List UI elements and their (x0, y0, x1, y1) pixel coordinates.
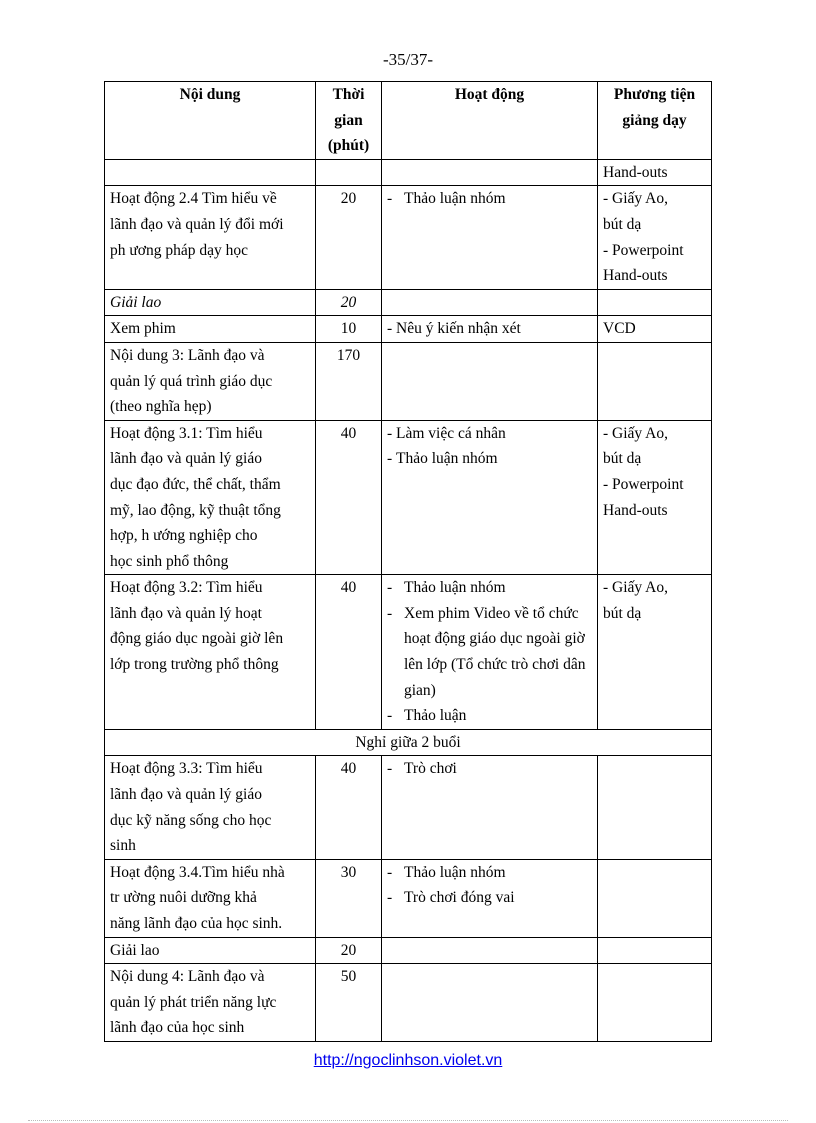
activity-cell (382, 316, 598, 343)
header-media: Phương tiện giảng dạy (598, 82, 712, 160)
media-line: - Giấy Ao, (603, 190, 669, 208)
activity-text: Thảo luận nhóm (404, 190, 506, 208)
time-cell: 40 (316, 756, 382, 859)
content-cell (105, 420, 316, 575)
media-line: bút dạ (603, 215, 642, 233)
content-cell (105, 186, 316, 289)
content-cell (105, 159, 316, 186)
time-cell: 170 (316, 342, 382, 420)
media-line: - Giấy Ao, (603, 579, 669, 597)
dash-bullet: - (387, 450, 393, 468)
table-row (105, 964, 712, 1042)
media-line: VCD (603, 320, 636, 338)
dash-bullet: - (387, 320, 393, 338)
content-line: Nội dung 4: Lãnh đạo và (110, 968, 265, 986)
content-line: năng lãnh đạo của học sinh. (110, 915, 283, 932)
table-row (105, 756, 712, 859)
page-bottom-divider (28, 1120, 788, 1121)
activity-text: Thảo luận (404, 707, 467, 725)
time-cell: 20 (316, 289, 382, 316)
activity-item (387, 703, 592, 729)
content-line: mỹ, lao động, kỹ thuật tổng (110, 501, 281, 519)
media-line: bút dạ (603, 450, 642, 468)
table-row (105, 342, 712, 420)
lesson-plan-table (104, 81, 712, 1042)
activity-text: Thảo luận nhóm (404, 863, 506, 881)
activity-item (387, 186, 592, 212)
media-cell (598, 756, 712, 859)
footer-link[interactable]: http://ngoclinhson.violet.vn (313, 1052, 503, 1069)
table-row (105, 859, 712, 937)
content-line: Hoạt động 3.3: Tìm hiểu (110, 760, 263, 778)
content-line: ph ương pháp dạy học (110, 241, 248, 259)
media-cell (598, 859, 712, 937)
activity-text: Xem phim Video về tổ chức hoạt động giáo dục ngoài giờ lên lớp (Tổ chức trò chơi dân gian) (404, 604, 586, 699)
activity-item (387, 421, 592, 447)
activity-item (387, 860, 592, 886)
time-cell: 40 (316, 420, 382, 575)
content-line: tr ường nuôi dưỡng khả (110, 889, 257, 907)
media-cell (598, 964, 712, 1042)
content-cell (105, 289, 316, 316)
dash-bullet: - (387, 863, 393, 881)
dash-bullet: - (387, 889, 393, 907)
content-line: Hoạt động 2.4 Tìm hiểu về (110, 190, 277, 208)
time-cell: 20 (316, 937, 382, 964)
activity-cell (382, 289, 598, 316)
time-cell: 50 (316, 964, 382, 1042)
activity-cell (382, 756, 598, 859)
media-line: Hand-outs (603, 163, 668, 181)
activity-item (387, 601, 592, 703)
activity-cell (382, 186, 598, 289)
content-line: Hoạt động 3.1: Tìm hiểu (110, 424, 263, 442)
content-line: lãnh đạo và quản lý hoạt (110, 604, 262, 622)
media-line: - Giấy Ao, (603, 424, 669, 442)
content-cell (105, 756, 316, 859)
content-line: Giải lao (110, 941, 160, 959)
activity-cell (382, 342, 598, 420)
activity-cell (382, 575, 598, 730)
time-cell (316, 159, 382, 186)
media-cell (598, 289, 712, 316)
media-cell (598, 937, 712, 964)
header-time: Thời gian (phút) (316, 82, 382, 160)
time-cell: 30 (316, 859, 382, 937)
activity-cell (382, 937, 598, 964)
activity-text: Làm việc cá nhân (396, 424, 506, 442)
activity-item (387, 446, 592, 472)
content-line: Nội dung 3: Lãnh đạo và (110, 346, 265, 364)
content-line: quản lý quá trình giáo dục (110, 372, 273, 390)
activity-text: Trò chơi (404, 760, 457, 778)
header-content: Nội dung (105, 82, 316, 160)
table-row (105, 289, 712, 316)
activity-item (387, 575, 592, 601)
table-row (105, 186, 712, 289)
media-cell (598, 316, 712, 343)
content-line: Hoạt động 3.4.Tìm hiểu nhà (110, 863, 285, 881)
content-line: Xem phim (110, 320, 176, 338)
content-line: lãnh đạo và quản lý giáo (110, 786, 262, 804)
media-cell (598, 186, 712, 289)
footer (0, 1052, 816, 1070)
table-row (105, 159, 712, 186)
table-row (105, 575, 712, 730)
media-cell (598, 342, 712, 420)
activity-item (387, 316, 592, 342)
time-cell: 10 (316, 316, 382, 343)
dash-bullet: - (387, 760, 393, 778)
media-cell (598, 575, 712, 730)
content-line: dục đạo đức, thể chất, thẩm (110, 475, 281, 493)
activity-cell (382, 420, 598, 575)
content-line: dục kỹ năng sống cho học (110, 811, 272, 829)
activity-text: Trò chơi đóng vai (404, 889, 515, 907)
content-line: quản lý phát triển năng lực (110, 993, 277, 1011)
media-line: - Powerpoint (603, 241, 684, 259)
media-line: - Powerpoint (603, 475, 684, 493)
dash-bullet: - (387, 707, 393, 725)
dash-bullet: - (387, 190, 393, 208)
activity-cell (382, 964, 598, 1042)
content-cell (105, 964, 316, 1042)
activity-cell (382, 859, 598, 937)
activity-item (387, 885, 592, 911)
dash-bullet: - (387, 579, 393, 597)
time-cell: 20 (316, 186, 382, 289)
table-header-row (105, 82, 712, 160)
content-line: động giáo dục ngoài giờ lên (110, 630, 284, 648)
content-cell (105, 575, 316, 730)
session-break-label: Nghỉ giữa 2 buổi (105, 729, 712, 756)
activity-text: Thảo luận nhóm (396, 450, 498, 468)
header-activity: Hoạt động (382, 82, 598, 160)
content-line: học sinh phổ thông (110, 552, 229, 570)
media-cell (598, 420, 712, 575)
content-cell (105, 316, 316, 343)
table-row (105, 420, 712, 575)
content-line: Hoạt động 3.2: Tìm hiểu (110, 579, 263, 597)
media-line: Hand-outs (603, 501, 668, 519)
media-cell (598, 159, 712, 186)
table-row (105, 937, 712, 964)
content-cell (105, 859, 316, 937)
table-row (105, 729, 712, 756)
dash-bullet: - (387, 424, 393, 442)
activity-item (387, 756, 592, 782)
media-line: bút dạ (603, 604, 642, 622)
activity-text: Thảo luận nhóm (404, 579, 506, 597)
content-line: (theo nghĩa hẹp) (110, 398, 212, 416)
content-line: lãnh đạo của học sinh (110, 1019, 245, 1037)
page-number: -35/37- (382, 50, 434, 69)
content-cell (105, 342, 316, 420)
activity-text: Nêu ý kiến nhận xét (396, 320, 521, 338)
table-row (105, 316, 712, 343)
time-cell: 40 (316, 575, 382, 730)
activity-cell (382, 159, 598, 186)
content-line: sinh (110, 837, 136, 855)
content-line: lãnh đạo và quản lý giáo (110, 450, 262, 468)
media-line: Hand-outs (603, 267, 668, 285)
content-line: Giải lao (110, 293, 162, 311)
content-line: lãnh đạo và quản lý đổi mới (110, 215, 284, 233)
content-line: lớp trong trường phổ thông (110, 656, 279, 674)
dash-bullet: - (387, 604, 393, 622)
content-line: hợp, h ướng nghiệp cho (110, 527, 258, 545)
content-cell (105, 937, 316, 964)
